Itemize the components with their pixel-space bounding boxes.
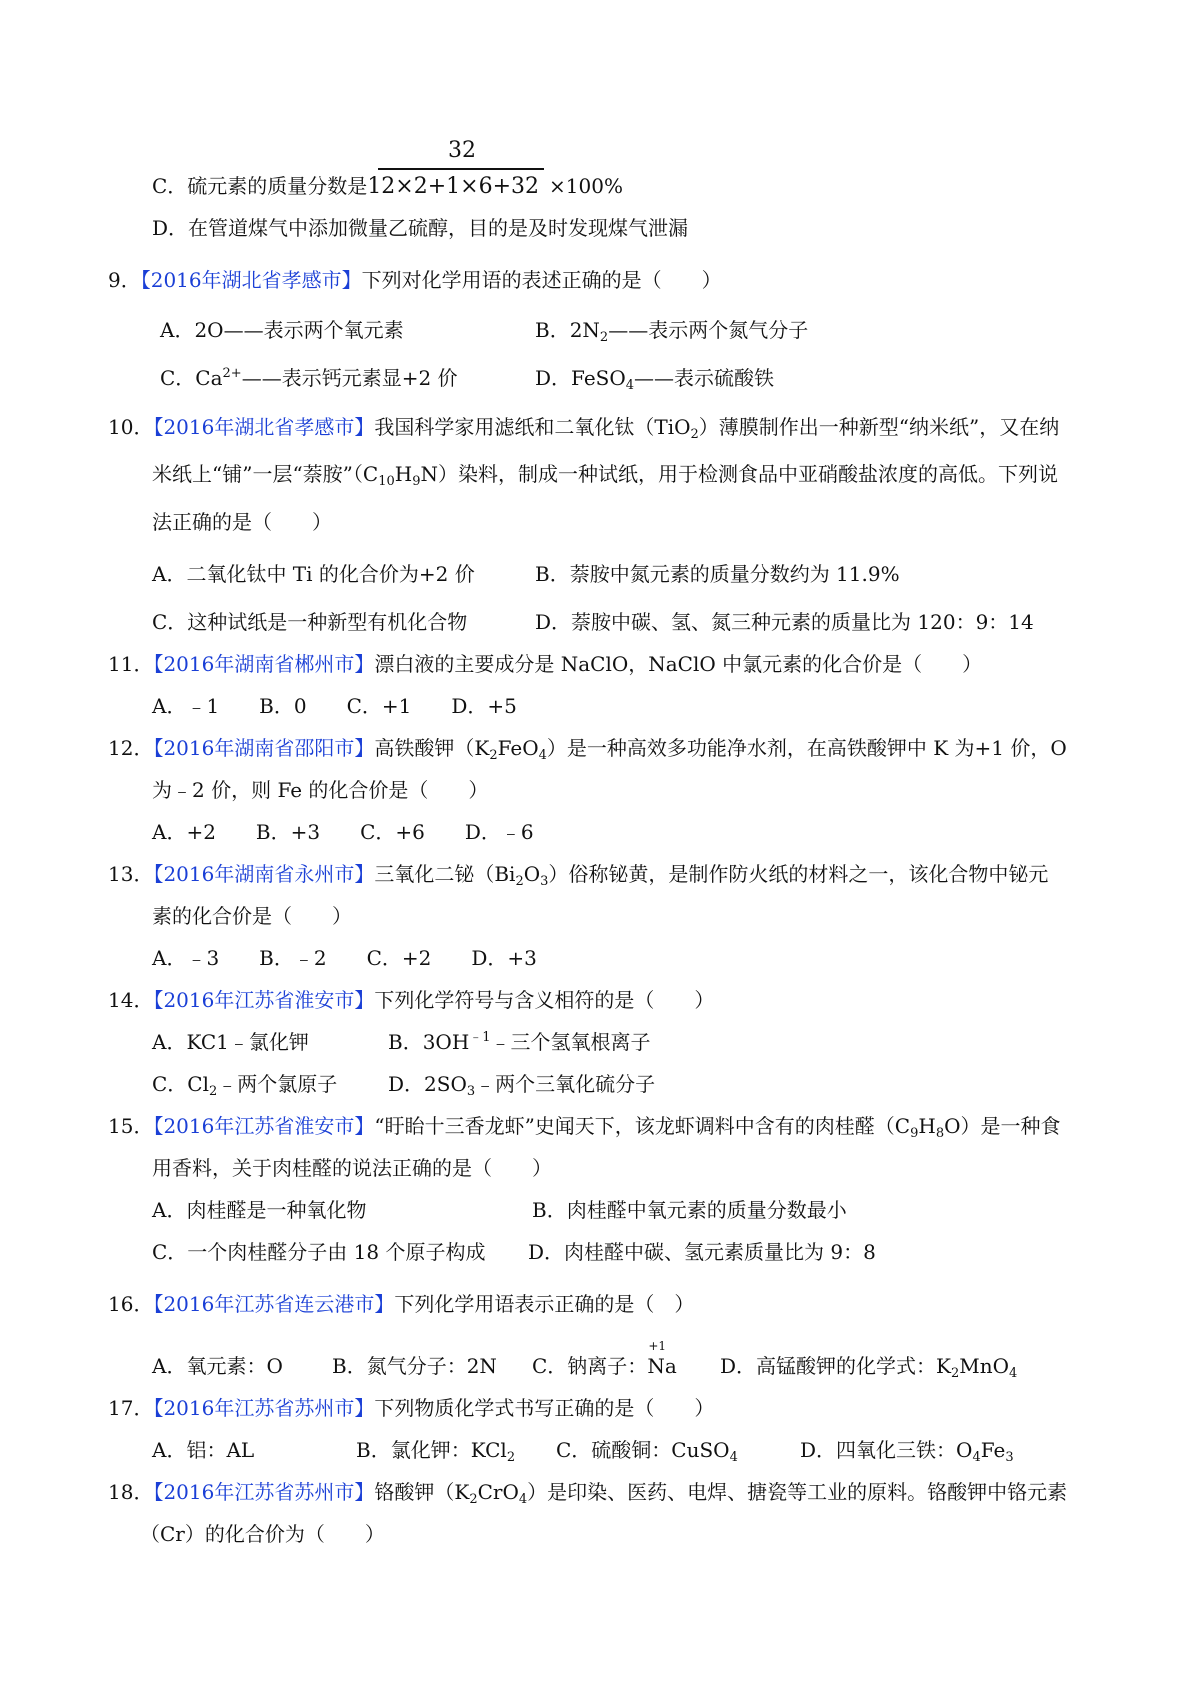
question-13-line-2: 素的化合价是（ ）: [152, 904, 352, 928]
question-10-line-3: 法正确的是（ ）: [152, 510, 332, 534]
q17-option-b: B．氯化钾：KCl$_2$: [356, 1438, 516, 1465]
q11-options: A．﹣1 B．0 C．+1 D．+5: [152, 694, 517, 718]
question-11: 11．【2016年湖南省郴州市】漂白液的主要成分是 NaClO，NaClO 中氯元素的化合价是（ ）: [108, 652, 983, 676]
question-9: 9．【2016年湖北省孝感市】下列对化学用语的表述正确的是（ ）: [108, 268, 722, 292]
q9-option-d: D．FeSO$_4$——表示硫酸铁: [535, 366, 775, 393]
q17-option-d: D．四氧化三铁：$O_4Fe_3$: [800, 1438, 1014, 1465]
q9-option-b: B．$2N_2——$表示两个氮气分子: [535, 318, 809, 345]
option-d-gas: D．在管道煤气中添加微量乙硫醇，目的是及时发现煤气泄漏: [152, 216, 689, 240]
q14-option-d: D．$2SO_3﹣$两个三氧化硫分子: [388, 1072, 656, 1099]
q16-option-b: B．氮气分子：2N: [332, 1354, 497, 1378]
question-18-line-2: （Cr）的化合价为（ ）: [140, 1522, 385, 1546]
q14-option-a: A．KC1﹣氯化钾: [152, 1030, 309, 1054]
question-10: 10．【2016年湖北省孝感市】我国科学家用滤纸和二氧化钛（TiO$_2$）薄膜制作出一种新型“纳米纸”，又在纳: [108, 415, 1060, 442]
q10-option-c: C．这种试纸是一种新型有机化合物: [152, 610, 468, 634]
q16-option-a: A．氧元素：O: [152, 1354, 283, 1378]
question-10-line-2: 米纸上“铺”一层“萘胺$”(C_{10}H_9N)$染料，制成一种试纸，用于检测食品中亚硝酸盐浓度的高低。下列说: [152, 462, 1058, 489]
q17-option-c: C．硫酸铜：CuSO$_4$: [556, 1438, 738, 1465]
question-source: 【2016年江苏省连云港市】: [153, 1292, 395, 1316]
fraction-numerator: 32: [448, 138, 476, 163]
question-source: 【2016年江苏省苏州市】: [153, 1480, 375, 1504]
charge-mark: +1: [648, 1339, 667, 1353]
question-source: 【2016年湖南省郴州市】: [153, 652, 375, 676]
q15-option-d: D．肉桂醛中碳、氢元素质量比为 9：8: [528, 1240, 876, 1264]
question-source: 【2016年江苏省淮安市】: [153, 988, 375, 1012]
q10-option-a: A．二氧化钛中 Ti 的化合价为+2 价: [152, 562, 475, 586]
q15-option-a: A．肉桂醛是一种氧化物: [152, 1198, 367, 1222]
question-source: 【2016年湖北省孝感市】: [153, 415, 375, 439]
question-source: 【2016年湖北省孝感市】: [140, 268, 362, 292]
q10-option-d: D．萘胺中碳、氢、氮三种元素的质量比为 120：9：14: [535, 610, 1034, 634]
question-source: 【2016年江苏省苏州市】: [153, 1396, 375, 1420]
q14-option-b: B．$3OH^{﹣1}﹣$三个氢氧根离子: [388, 1030, 651, 1054]
q16-option-d: D．高锰酸钾的化学式：$K_2MnO_4$: [720, 1354, 1018, 1381]
question-15-line-2: 用香料，关于肉桂醛的说法正确的是（ ）: [152, 1156, 552, 1180]
question-13: 13．【2016年湖南省永州市】三氧化二铋$(Bi_2O_3)$俗称铋黄，是制作防火纸的材料之一，该化合物中铋元: [108, 862, 1049, 889]
q9-option-a: A．2O——表示两个氧元素: [160, 318, 404, 342]
question-12-line-2: 为﹣2 价，则 Fe 的化合价是（ ）: [152, 778, 489, 802]
q12-options: A．+2 B．+3 C．+6 D．﹣6: [152, 820, 534, 844]
question-12: 12．【2016年湖南省邵阳市】高铁酸钾$(K_2FeO_4)$是一种高效多功能净水剂，在高铁酸钾中 K 为+1 价，O: [108, 736, 1067, 763]
question-source: 【2016年湖南省邵阳市】: [153, 736, 375, 760]
q15-option-b: B．肉桂醛中氧元素的质量分数最小: [532, 1198, 847, 1222]
q16-option-c: C．钠离子： +1 Na: [532, 1352, 677, 1380]
fraction-bar: [378, 168, 544, 170]
q9-option-c: C．$Ca^{2+}——$表示钙元素显+2 价: [160, 366, 458, 390]
q13-options: A．﹣3 B．﹣2 C．+2 D．+3: [152, 946, 537, 970]
question-17: 17．【2016年江苏省苏州市】下列物质化学式书写正确的是（ ）: [108, 1396, 715, 1420]
q15-option-c: C．一个肉桂醛分子由 18 个原子构成: [152, 1240, 486, 1264]
q17-option-a: A．铝：AL: [152, 1438, 255, 1462]
q14-option-c: C．$Cl_2﹣$两个氯原子: [152, 1072, 338, 1099]
question-source: 【2016年湖南省永州市】: [153, 862, 375, 886]
question-source: 【2016年江苏省淮安市】: [153, 1114, 375, 1138]
question-14: 14．【2016年江苏省淮安市】下列化学符号与含义相符的是（ ）: [108, 988, 715, 1012]
fraction-denominator: 12×2+1×6+32: [367, 174, 540, 199]
question-18: 18．【2016年江苏省苏州市】铬酸钾$(K_2CrO_4)$是印染、医药、电焊、搪瓷等工业的原料。铬酸钾中铬元素: [108, 1480, 1068, 1507]
option-c-sulfur: C．硫元素的质量分数是12×2+1×6+32 ×100%: [152, 174, 623, 199]
q10-option-b: B．萘胺中氮元素的质量分数约为 11.9%: [535, 562, 900, 586]
question-15: 15．【2016年江苏省淮安市】“盱眙十三香龙虾”史闻天下，该龙虾调料中含有的肉桂醛$(C_9H_8O)$是一种食: [108, 1114, 1061, 1141]
question-16: 16．【2016年江苏省连云港市】下列化学用语表示正确的是（ ）: [108, 1292, 695, 1316]
